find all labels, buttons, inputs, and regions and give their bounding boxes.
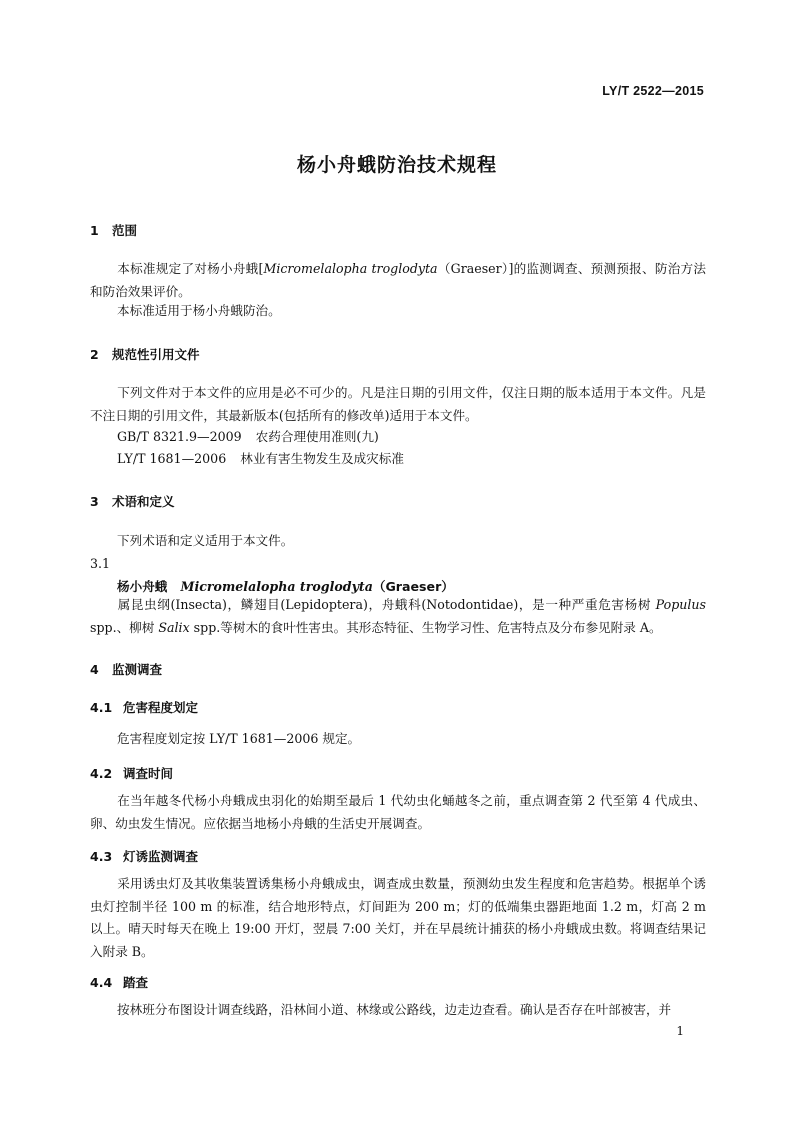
text: 下列术语和定义适用于本文件。 [117, 533, 294, 548]
section-title: 监测调查 [112, 662, 163, 677]
section-number: 4.1 [90, 700, 113, 715]
section-3-paragraph-1 [90, 530, 706, 553]
text: （Graeser）]的监测调查、预测预报、防治方法和防治效果评价。 [90, 261, 706, 299]
section-number: 3 [90, 494, 99, 509]
text: spp.等树木的食叶性害虫。其形态特征、生物学习性、危害特点及分布参见附录 A。 [189, 619, 662, 635]
section-number: 4.3 [90, 849, 113, 864]
section-1-paragraph-2 [90, 300, 706, 323]
section-title: 术语和定义 [112, 494, 175, 509]
latin-name: Micromelalopha troglodyta [263, 261, 438, 276]
section-title: 踏查 [123, 975, 149, 990]
section-4-1-heading [90, 698, 198, 716]
reference-code: GB/T 8321.9—2009 [117, 429, 242, 444]
reference-title: 林业有害生物发生及成灾标准 [240, 451, 404, 466]
section-title: 危害程度划定 [123, 700, 199, 715]
section-title: 灯诱监测调查 [123, 849, 199, 864]
standard-number: LY/T 2522—2015 [602, 84, 704, 98]
text: 危害程度划定按 LY/T 1681—2006 规定。 [117, 731, 361, 746]
section-title: 范围 [112, 223, 138, 238]
section-4-3-paragraph [90, 873, 706, 963]
section-4-4-heading [90, 973, 148, 991]
section-4-heading [90, 660, 162, 678]
section-4-2-heading [90, 764, 173, 782]
term-latin-name: Micromelalopha troglodyta [180, 579, 373, 594]
section-number: 4 [90, 662, 99, 677]
section-4-3-heading [90, 847, 198, 865]
text: 采用诱虫灯及其收集装置诱集杨小舟蛾成虫，调查成虫数量，预测幼虫发生程度和危害趋势。根据单个诱虫灯控制半径 100 m 的标准，结合地形特点，灯间距为 200 m；灯的低端集虫器距地面 1.2 m，灯高 2 m 以上。晴天时每天在晚上 19:00 开灯，翌晨 7:00 关灯，并在早晨统计捕获的杨小舟蛾成虫数。将调查结果记入附录 B。 [90, 876, 706, 959]
reference-title: 农药合理使用准则(九) [255, 429, 379, 444]
text: spp.、柳树 [90, 619, 159, 635]
term-author: （Graeser） [372, 579, 454, 594]
section-number: 4.4 [90, 975, 113, 990]
section-1-heading [90, 221, 137, 239]
term-definition [90, 594, 706, 639]
section-number: 4.2 [90, 766, 113, 781]
section-2-heading [90, 345, 200, 363]
section-number: 2 [90, 347, 99, 362]
genus-name: Populus [655, 597, 706, 612]
text: 下列文件对于本文件的应用是必不可少的。凡是注日期的引用文件，仅注日期的版本适用于本文件。凡是不注日期的引用文件，其最新版本(包括所有的修改单)适用于本文件。 [90, 385, 706, 423]
section-2-paragraph-1 [90, 382, 706, 427]
term-chinese-name: 杨小舟蛾 [117, 579, 168, 594]
text: 本标准规定了对杨小舟蛾[ [117, 261, 264, 276]
page-number: 1 [676, 1024, 684, 1038]
reference-2 [117, 448, 404, 471]
section-title: 调查时间 [123, 766, 174, 781]
section-number: 1 [90, 223, 99, 238]
genus-name: Salix [158, 619, 190, 635]
section-4-1-paragraph [90, 728, 706, 751]
text: 属昆虫纲(Insecta)，鳞翅目(Lepidoptera)，舟蛾科(Notodontidae)，是一种严重危害杨树 [117, 597, 656, 612]
text: 本标准适用于杨小舟蛾防治。 [117, 303, 281, 318]
text: 按林班分布图设计调查线路，沿林间小道、林缘或公路线，边走边查看。确认是否存在叶部被害，并 [117, 1002, 672, 1017]
reference-1 [117, 426, 379, 449]
page-title: 杨小舟蛾防治技术规程 [296, 154, 497, 176]
section-1-paragraph-1 [90, 258, 706, 303]
section-3-heading [90, 492, 175, 510]
term-number: 3.1 [90, 556, 111, 571]
reference-code: LY/T 1681—2006 [117, 451, 227, 466]
term-heading [117, 576, 454, 595]
section-4-4-paragraph [90, 999, 706, 1022]
section-title: 规范性引用文件 [112, 347, 200, 362]
text: 在当年越冬代杨小舟蛾成虫羽化的始期至最后 1 代幼虫化蛹越冬之前，重点调查第 2 代至第 4 代成虫、卵、幼虫发生情况。应依据当地杨小舟蛾的生活史开展调查。 [90, 793, 706, 831]
section-4-2-paragraph [90, 790, 706, 835]
